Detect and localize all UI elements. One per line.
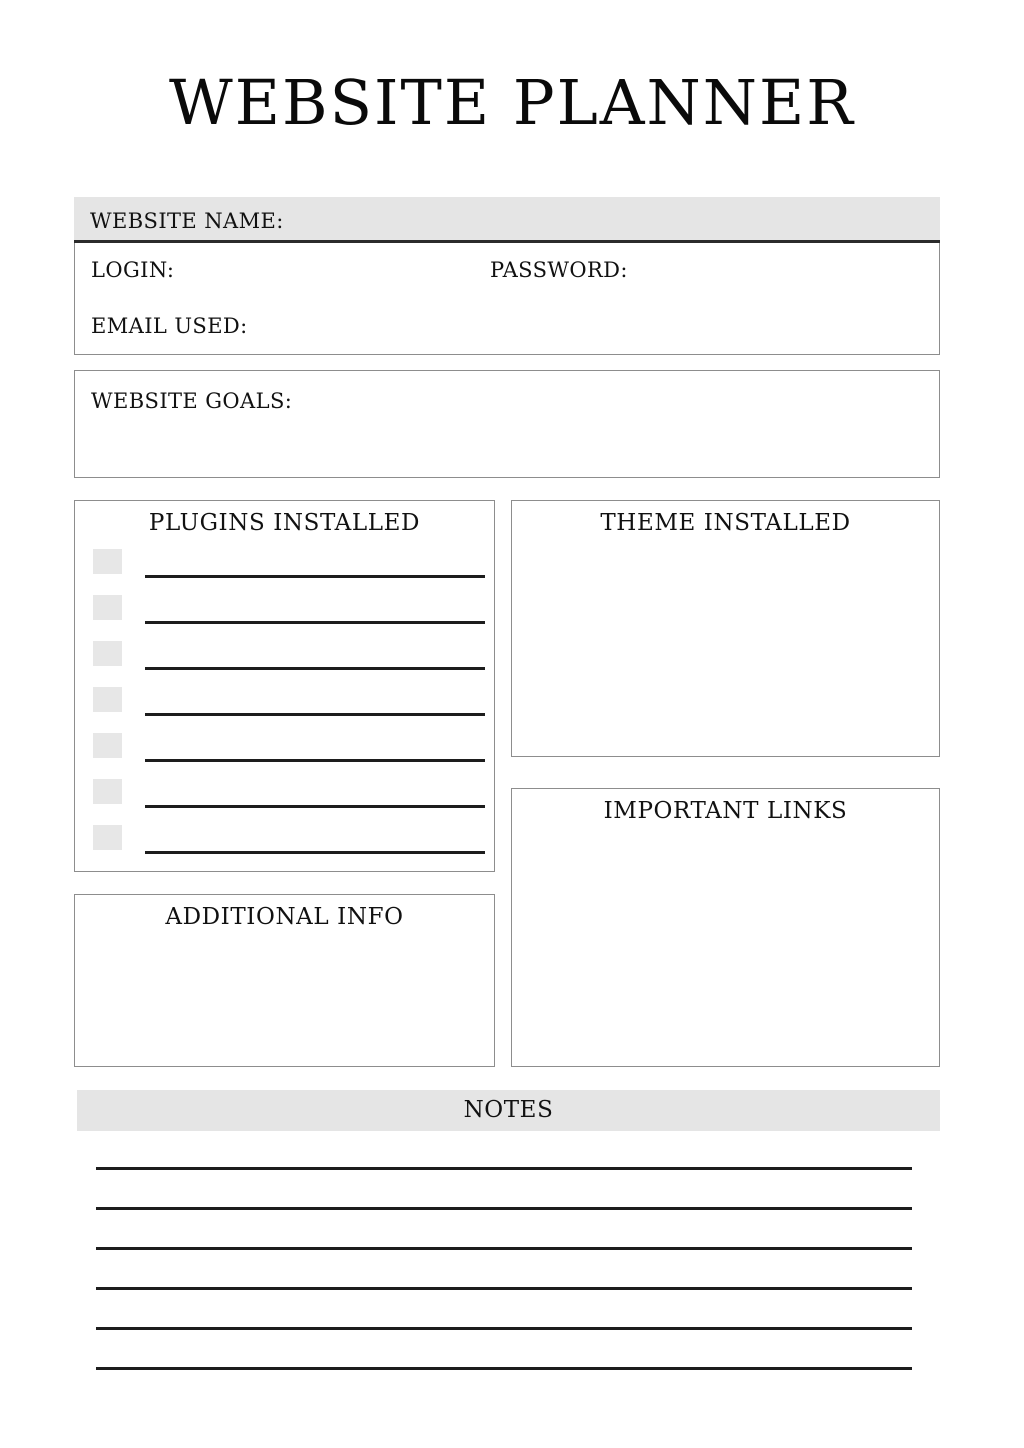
important-links-title: IMPORTANT LINKS <box>603 798 848 824</box>
website-name-header <box>74 197 940 243</box>
notes-line[interactable] <box>96 1167 912 1170</box>
plugin-checkbox[interactable] <box>93 825 122 850</box>
plugins-installed-title: PLUGINS INSTALLED <box>148 510 421 536</box>
plugin-checkbox[interactable] <box>93 733 122 758</box>
notes-title: NOTES <box>463 1097 554 1123</box>
login-label: LOGIN: <box>91 258 175 282</box>
important-links-section[interactable] <box>511 788 940 1067</box>
plugin-checkbox[interactable] <box>93 779 122 804</box>
email-used-label: EMAIL USED: <box>91 314 248 338</box>
plugin-checkbox[interactable] <box>93 549 122 574</box>
plugin-checkbox[interactable] <box>93 641 122 666</box>
plugin-row <box>93 823 487 869</box>
notes-line[interactable] <box>96 1367 912 1370</box>
additional-info-section[interactable] <box>74 894 495 1067</box>
plugin-name-line[interactable] <box>145 713 485 716</box>
theme-installed-title: THEME INSTALLED <box>600 510 851 536</box>
notes-line[interactable] <box>96 1287 912 1290</box>
page-title: WEBSITE PLANNER <box>169 66 855 139</box>
notes-header <box>77 1090 940 1131</box>
notes-line[interactable] <box>96 1207 912 1210</box>
theme-installed-section[interactable] <box>511 500 940 757</box>
plugin-name-line[interactable] <box>145 575 485 578</box>
plugin-row <box>93 593 487 639</box>
plugin-name-line[interactable] <box>145 621 485 624</box>
plugin-checkbox[interactable] <box>93 595 122 620</box>
plugin-row <box>93 547 487 593</box>
additional-info-title: ADDITIONAL INFO <box>165 904 404 930</box>
website-goals-section[interactable] <box>74 370 940 478</box>
password-label: PASSWORD: <box>490 258 628 282</box>
plugins-installed-section <box>74 500 495 872</box>
plugin-row <box>93 639 487 685</box>
plugin-row <box>93 731 487 777</box>
plugin-name-line[interactable] <box>145 759 485 762</box>
plugin-row <box>93 685 487 731</box>
website-name-label: WEBSITE NAME: <box>90 209 284 233</box>
plugin-row <box>93 777 487 823</box>
notes-line[interactable] <box>96 1327 912 1330</box>
website-goals-label: WEBSITE GOALS: <box>91 389 293 413</box>
plugin-checkbox[interactable] <box>93 687 122 712</box>
plugin-name-line[interactable] <box>145 805 485 808</box>
notes-line[interactable] <box>96 1247 912 1250</box>
plugin-name-line[interactable] <box>145 667 485 670</box>
plugin-name-line[interactable] <box>145 851 485 854</box>
